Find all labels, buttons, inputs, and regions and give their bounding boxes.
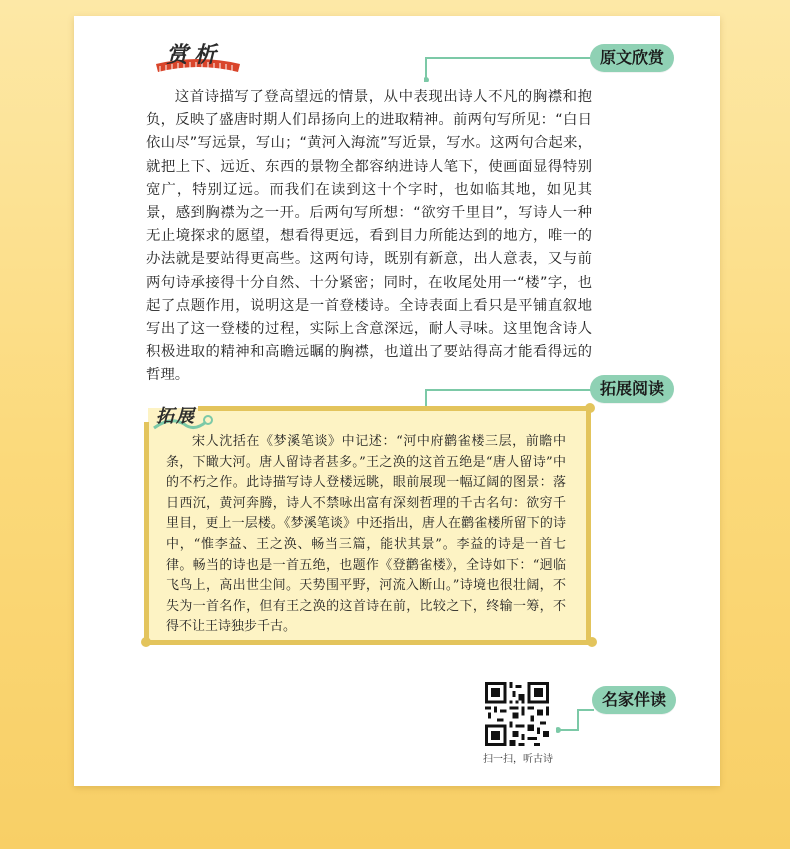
qr-code[interactable] <box>485 682 549 746</box>
extension-title: 拓展 <box>156 406 196 427</box>
section-heading: 赏析 <box>166 42 223 68</box>
connector-famous <box>556 708 596 734</box>
tag-extended-reading: 拓展阅读 <box>590 375 674 403</box>
analysis-paragraph: 这首诗描写了登高望远的情景，从中表现出诗人不凡的胸襟和抱负，反映了盛唐时期人们昂扬向上的进取精神。前两句写所见：“白日依山尽”写远景，写山；“黄河入海流”写近景，写水。这两句合起来，就把上下、远近、东西的景物全都容纳进诗人笔下，使画面显得特别宽广，特别辽远。而我们在读到这十个字时，也如临其地，如见其景，感到胸襟为之一开。后两句写所想：“欲穷千里目”，写诗人一种无止境探求的愿望，想看得更远，看到目力所能达到的地方，唯一的办法就是要站得更高些。这两句诗，既别有新意，出人意表，又与前两句诗承接得十分自然、十分紧密；同时，在收尾处用一“楼”字，也起了点题作用，说明这是一首登楼诗。全诗表面上看只是平铺直叙地写出了这一登楼的过程，实际上含意深远，耐人寻味。这里饱含诗人积极进取的精神和高瞻远瞩的胸襟，也道出了要站得高才能看得远的哲理。 <box>146 89 592 384</box>
tag-original-text: 原文欣赏 <box>590 44 674 72</box>
tag-famous-reading: 名家伴读 <box>592 686 676 714</box>
extension-paragraph: 宋人沈括在《梦溪笔谈》中记述：“河中府鹳雀楼三层，前瞻中条，下瞰大河。唐人留诗者甚多。”王之涣的这首五绝是“唐人留诗”中的不朽之作。此诗描写诗人登楼远眺，眼前展现一幅辽阔的图景：落日西沉，黄河奔腾，诗人不禁咏出富有深刻哲理的千古名句：欲穷千里目，更上一层楼。《梦溪笔谈》中还指出，唐人在鹳雀楼所留下的诗中，“惟李益、王之涣、畅当三篇，能状其景”。李益的诗是一首七律。畅当的诗也是一首五绝，也题作《登鹳雀楼》，全诗如下：“迥临飞鸟上，高出世尘间。天势围平野，河流入断山。”诗境也很壮阔，不失为一首名作，但有王之涣的这首诗在前，比较之下，终输一筹，不得不让王诗独步千古。 <box>166 434 566 635</box>
qr-caption: 扫一扫，听古诗 <box>483 754 553 765</box>
connector-original <box>424 56 594 82</box>
